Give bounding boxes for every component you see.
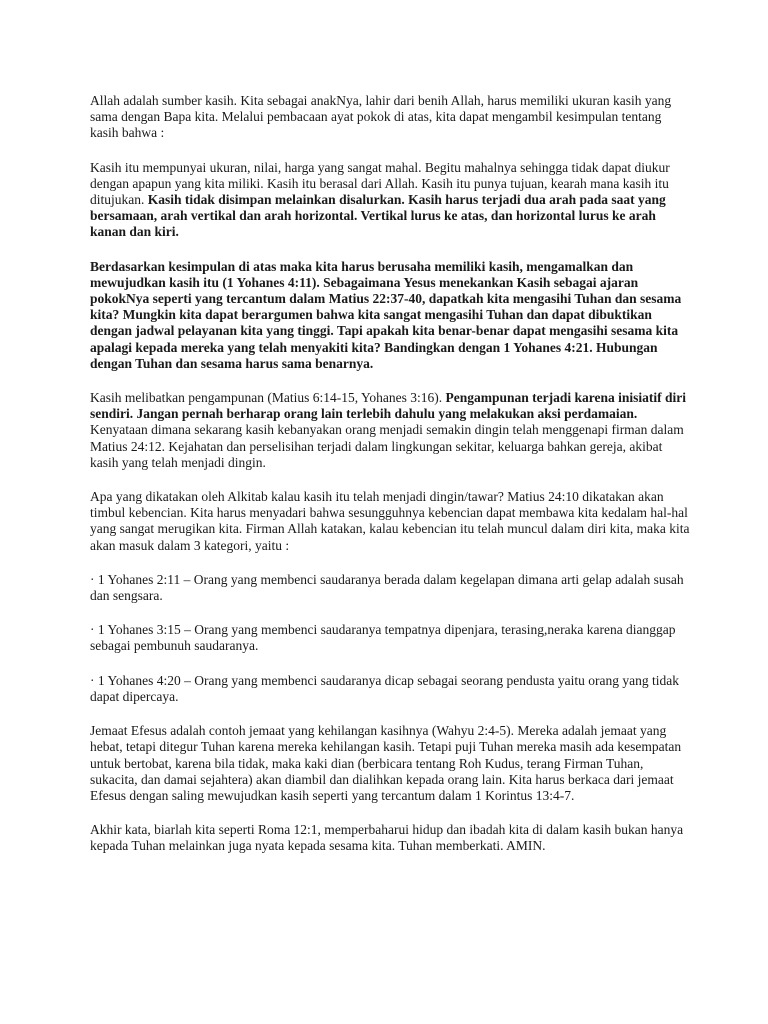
- paragraph-kebencian: Apa yang dikatakan oleh Alkitab kalau kasih itu telah menjadi dingin/tawar? Matius 24:10 dikatakan akan timbul kebencian. Kita harus menyadari bahwa sesungguhnya kebencian dapat membawa kita kedalam hal-hal yang sangat merugikan kita. Firman Allah katakan, kalau kebencian itu telah muncul dalam diri kita, maka kita akan masuk dalam 3 kategori, yaitu :: [90, 489, 690, 553]
- emphasis-text: Kasih tidak disimpan melainkan disalurkan. Kasih harus terjadi dua arah pada saat yang bersamaan, arah vertikal dan arah horizontal. Vertikal lurus ke atas, dan horizontal lurus ke arah kanan dan kiri.: [90, 192, 666, 240]
- bullet-item-1: · 1 Yohanes 2:11 – Orang yang membenci saudaranya berada dalam kegelapan dimana arti gelap adalah susah dan sengsara.: [90, 571, 684, 604]
- bullet-item-2: · 1 Yohanes 3:15 – Orang yang membenci saudaranya tempatnya dipenjara, terasing,neraka karena dianggap sebagai pembunuh saudaranya.: [90, 622, 676, 654]
- paragraph-kesimpulan: [90, 259, 690, 372]
- document-body: [90, 93, 690, 873]
- paragraph-penutup: Akhir kata, biarlah kita seperti Roma 12:1, memperbaharui hidup dan ibadah kita di dalam kasih bukan hanya kepada Tuhan melainkan juga nyata kepada sesama kita. Tuhan memberkati. AMIN.: [90, 822, 684, 854]
- paragraph-text: Kenyataan dimana sekarang kasih kebanyakan orang menjadi semakin dingin telah menggenapi firman dalam Matius 24:12. Kejahatan dan perselisihan terjadi dalam lingkungan sekitar, keluarga bahkan gereja, akibat kasih yang telah menjadi dingin.: [90, 422, 684, 470]
- paragraph-pengampunan: [90, 390, 690, 471]
- paragraph-kasih-ukuran: [90, 160, 690, 241]
- paragraph-text: Kasih melibatkan pengampunan (Matius 6:14-15, Yohanes 3:16).: [90, 390, 446, 406]
- paragraph-text: Kasih itu mempunyai ukuran, nilai, harga yang sangat mahal. Begitu mahalnya sehingga tidak dapat diukur dengan apapun yang kita miliki. Kasih itu berasal dari Allah. Kasih itu punya tujuan, kearah mana kasih itu ditujukan.: [90, 159, 670, 208]
- paragraph-efesus: Jemaat Efesus adalah contoh jemaat yang kehilangan kasihnya (Wahyu 2:4-5). Mereka adalah jemaat yang hebat, tetapi ditegur Tuhan karena mereka kehilangan kasih. Tetapi puji Tuhan mereka masih ada kesempatan untuk bertobat, karena bila tidak, maka kaki dian (berbicara tentang Roh Kudus, terang Firman Tuhan, sukacita, dan damai sejahtera) akan diambil dan dialihkan kepada orang lain. Kita harus berkaca dari jemaat Efesus dengan saling mewujudkan kasih seperti yang tercantum dalam 1 Korintus 13:4-7.: [90, 723, 682, 803]
- emphasis-text: Berdasarkan kesimpulan di atas maka kita harus berusaha memiliki kasih, mengamalkan dan mewujudkan kasih itu (1 Yohanes 4:11). Sebagaimana Yesus menekankan Kasih sebagai ajaran pokokNya seperti yang tercantum dalam Matius 22:37-40, dapatkah kita mengasihi Tuhan dan sesama kita? Mungkin kita dapat berargumen bahwa kita sangat mengasihi Tuhan dan dapat dibuktikan dengan jadwal pelayanan kita yang tinggi. Tapi apakah kita benar-benar dapat mengasihi sesama kita apalagi kepada mereka yang telah menyakiti kita? Bandingkan dengan 1 Yohanes 4:21. Hubungan dengan Tuhan dan sesama harus sama benarnya.: [90, 258, 682, 371]
- emphasis-text: Pengampunan terjadi karena inisiatif diri sendiri. Jangan pernah berharap orang lain terlebih dahulu yang melakukan aksi perdamaian.: [90, 390, 686, 422]
- paragraph-kasih-intro: Allah adalah sumber kasih. Kita sebagai anakNya, lahir dari benih Allah, harus memiliki ukuran kasih yang sama dengan Bapa kita. Melalui pembacaan ayat pokok di atas, kita dapat mengambil kesimpulan tentang kasih bahwa :: [90, 93, 672, 141]
- bullet-item-3: · 1 Yohanes 4:20 – Orang yang membenci saudaranya dicap sebagai seorang pendusta yaitu orang yang tidak dapat dipercaya.: [90, 672, 679, 704]
